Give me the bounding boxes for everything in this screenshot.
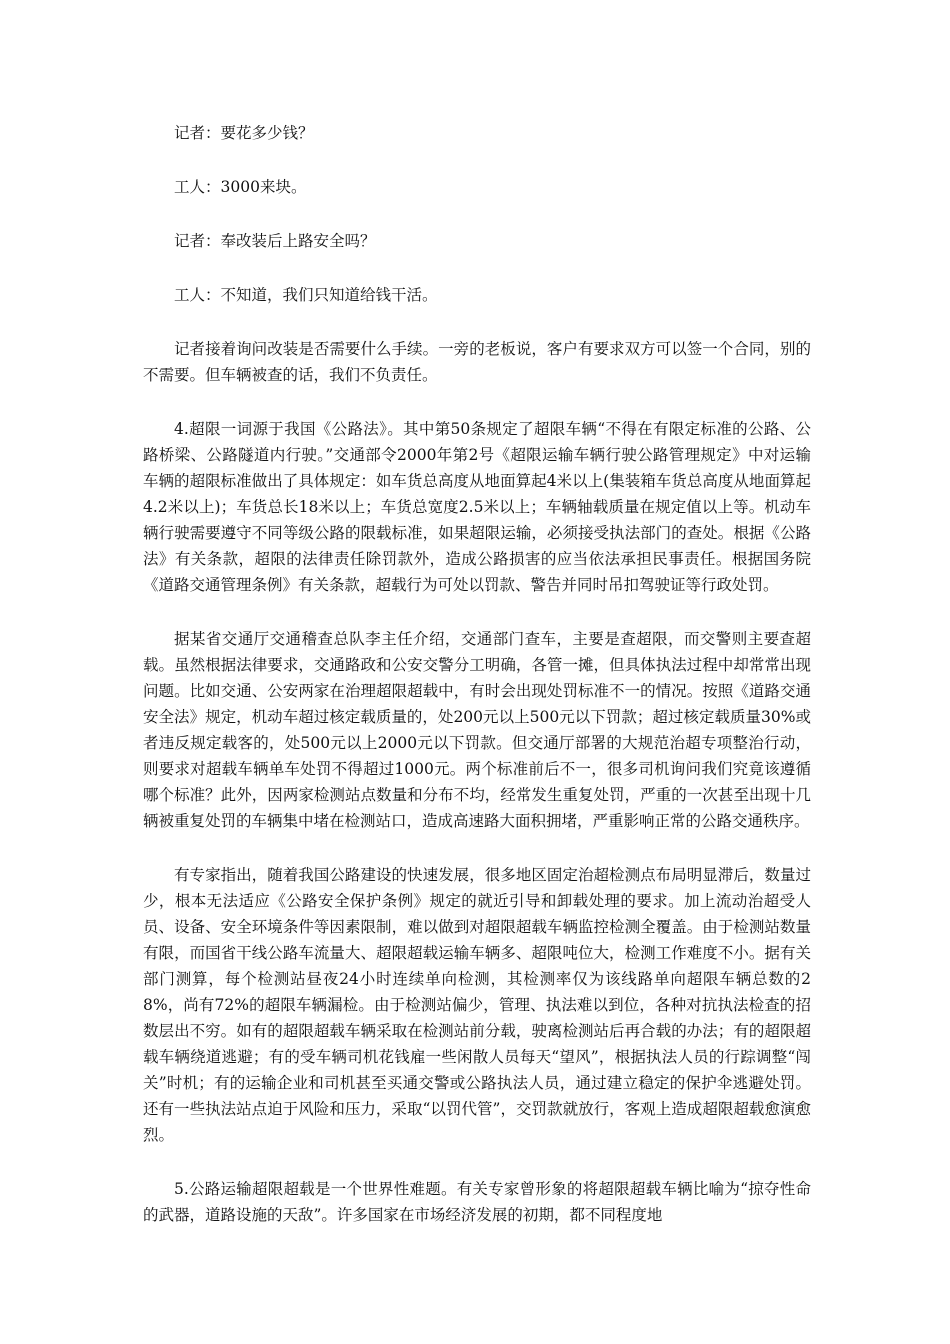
paragraph-section-4-definition: 4.超限一词源于我国《公路法》。其中第50条规定了超限车辆“不得在有限定标准的公路、公路桥梁、公路隧道内行驶。”交通部令2000年第2号《超限运输车辆行驶公路管理规定》中对运输车辆的超限标准做出了具体规定：如车货总高度从地面算起4米以上(集装箱车货总高度从地面算起4.2米以上)；车货总长18米以上；车货总宽度2.5米以上；车辆轴载质量在规定值以上等。机动车辆行驶需要遵守不同等级公路的限载标准，如果超限运输，必须接受执法部门的查处。根据《公路法》有关条款，超限的法律责任除罚款外，造成公路损害的应当依法承担民事责任。根据国务院《道路交通管理条例》有关条款，超载行为可处以罚款、警告并同时吊扣驾驶证等行政处罚。 [143, 420, 811, 594]
paragraph-worker-answer-safety: 工人：不知道，我们只知道给钱干活。 [174, 286, 438, 304]
document-body [143, 120, 811, 1256]
paragraph-section-5-intro: 5.公路运输超限超载是一个世界性难题。有关专家曾形象的将超限超载车辆比喻为“掠夺性命的武器，道路设施的天敌”。许多国家在市场经济发展的初期，都不同程度地 [143, 1180, 811, 1224]
paragraph-expert-analysis: 有专家指出，随着我国公路建设的快速发展，很多地区固定治超检测点布局明显滞后，数量过少，根本无法适应《公路安全保护条例》规定的就近引导和卸载处理的要求。加上流动治超受人员、设备、安全环境条件等因素限制，难以做到对超限超载车辆监控检测全覆盖。由于检测站数量有限，而国省干线公路车流量大、超限超载运输车辆多、超限吨位大，检测工作难度不小。据有关部门测算，每个检测站昼夜24小时连续单向检测，其检测率仅为该线路单向超限车辆总数的28%，尚有72%的超限车辆漏检。由于检测站偏少，管理、执法难以到位，各种对抗执法检查的招数层出不穷。如有的超限超载车辆采取在检测站前分载，驶离检测站后再合载的办法；有的超限超载车辆绕道逃避；有的受车辆司机花钱雇一些闲散人员每天“望风”，根据执法人员的行踪调整“闯关”时机；有的运输企业和司机甚至买通交警或公路执法人员，通过建立稳定的保护伞逃避处罚。还有一些执法站点迫于风险和压力，采取“以罚代管”，交罚款就放行，客观上造成超限超载愈演愈烈。 [143, 866, 811, 1144]
paragraph-enforcement-issues: 据某省交通厅交通稽查总队李主任介绍，交通部门查车，主要是查超限，而交警则主要查超载。虽然根据法律要求，交通路政和公安交警分工明确，各管一摊，但具体执法过程中却常常出现问题。比如交通、公安两家在治理超限超载中，有时会出现处罚标准不一的情况。按照《道路交通安全法》规定，机动车超过核定载质量的，处200元以上500元以下罚款；超过核定载质量30%或者违反规定载客的，处500元以上2000元以下罚款。但交通厅部署的大规范治超专项整治行动，则要求对超载车辆单车处罚不得超过1000元。两个标准前后不一，很多司机询问我们究竟该遵循哪个标准？此外，因两家检测站点数量和分布不均，经常发生重复处罚，严重的一次甚至出现十几辆被重复处罚的车辆集中堵在检测站口，造成高速路大面积拥堵，严重影响正常的公路交通秩序。 [143, 630, 811, 830]
paragraph-worker-answer-cost: 工人：3000来块。 [174, 178, 307, 196]
paragraph-reporter-question-cost: 记者：要花多少钱？ [174, 124, 314, 142]
paragraph-procedures: 记者接着询问改装是否需要什么手续。一旁的老板说，客户有要求双方可以签一个合同，别的不需要。但车辆被查的话，我们不负责任。 [143, 340, 811, 384]
paragraph-reporter-question-safety: 记者：奉改装后上路安全吗？ [174, 232, 376, 250]
